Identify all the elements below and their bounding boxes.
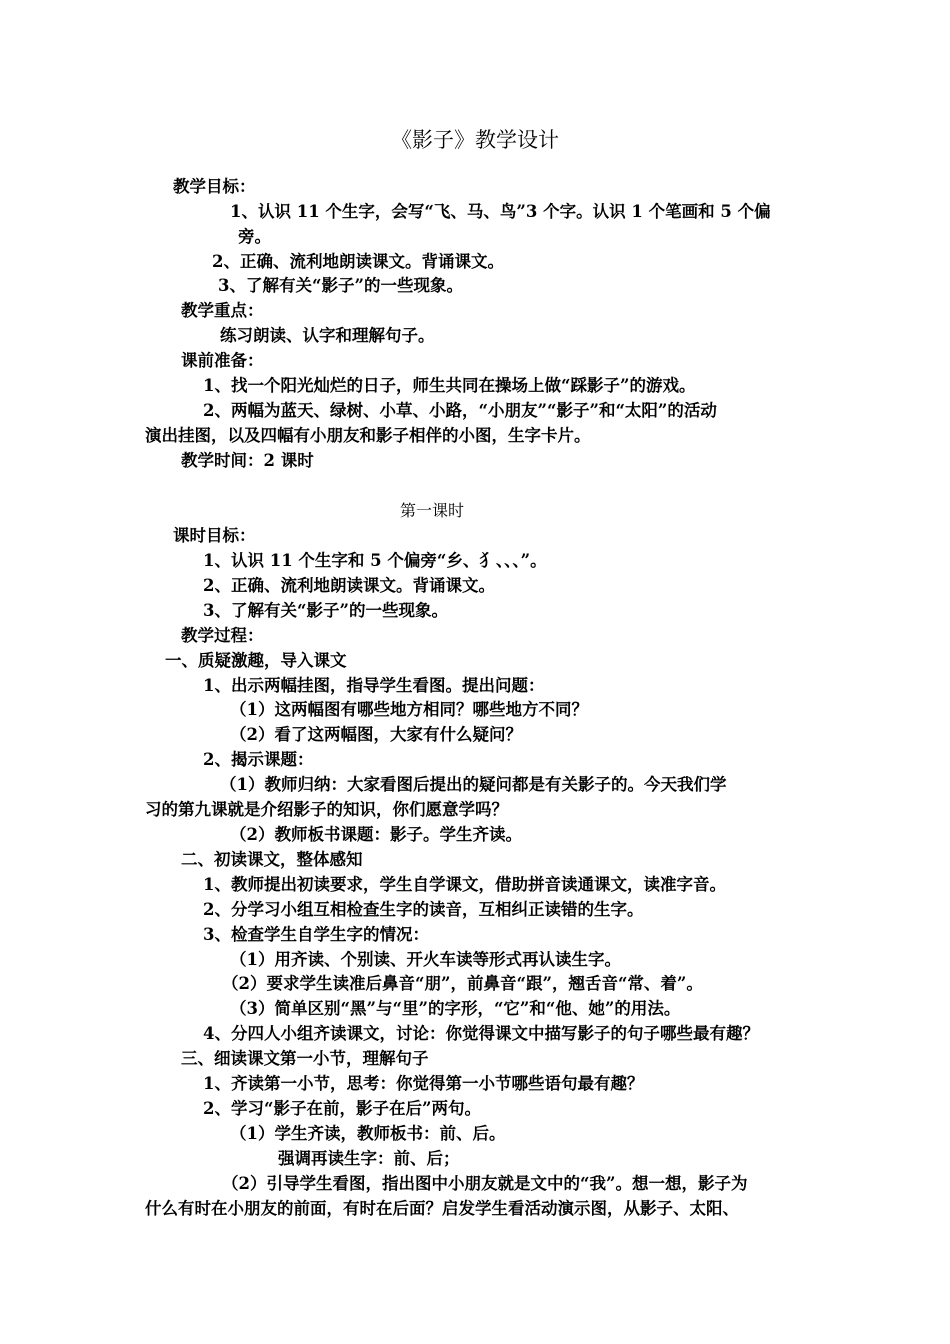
step-two-item-2: 2、分学习小组互相检查生字的读音，互相纠正读错的生字。 (203, 900, 644, 919)
step-two-item-4: 4、分四人小组齐读课文，讨论：你觉得课文中描写影子的句子哪些最有趣？ (203, 1024, 759, 1043)
document-title: 《影子》教学设计 (391, 128, 559, 152)
teaching-time: 教学时间：2 课时 (181, 451, 314, 470)
step-two-sub-2: （2）要求学生读准后鼻音“朋”，前鼻音“跟”，翘舌音“常、着”。 (222, 974, 703, 993)
lesson-goal-2: 2、正确、流利地朗读课文。背诵课文。 (203, 576, 495, 595)
goal-item-1: 1、认识 11 个生字，会写“飞、马、鸟”3 个字。认识 1 个笔画和 5 个偏 (230, 202, 771, 221)
goal-item-2: 2、正确、流利地朗读课文。背诵课文。 (212, 252, 504, 271)
key-points-text: 练习朗读、认字和理解句子。 (220, 326, 435, 345)
step-one-heading: 一、质疑激趣，导入课文 (165, 651, 347, 670)
step-two-sub-3: （3）简单区别“黑”与“里”的字形，“它”和“他、她”的用法。 (230, 999, 681, 1018)
lesson-goal-1: 1、认识 11 个生字和 5 个偏旁“乡、犭、、、”。 (203, 551, 547, 570)
heading-preparation: 课前准备： (181, 351, 264, 370)
preparation-item-1: 1、找一个阳光灿烂的日子，师生共同在操场上做“踩影子”的游戏。 (203, 376, 696, 395)
goal-item-1-cont: 旁。 (238, 227, 271, 246)
goal-item-3: 3、了解有关“影子”的一些现象。 (218, 276, 463, 295)
step-one-question-2: （2）看了这两幅图，大家有什么疑问？ (230, 725, 522, 744)
heading-teaching-goals: 教学目标： (173, 177, 256, 196)
step-one-item-1: 1、出示两幅挂图，指导学生看图。提出问题： (203, 676, 545, 695)
preparation-item-2: 2、两幅为蓝天、绿树、小草、小路，“小朋友”“影子”和“太阳”的活动 (203, 401, 717, 420)
step-two-sub-1: （1）用齐读、个别读、开火车读等形式再认读生字。 (230, 950, 621, 969)
preparation-item-2-cont: 演出挂图，以及四幅有小朋友和影子相伴的小图，生字卡片。 (145, 426, 591, 445)
step-one-item-2: 2、揭示课题： (203, 750, 314, 769)
lesson-goal-3: 3、了解有关“影子”的一些现象。 (203, 601, 448, 620)
step-one-question-1: （1）这两幅图有哪些地方相同？哪些地方不同？ (230, 700, 588, 719)
step-three-sub-2: （2）引导学生看图，指出图中小朋友就是文中的“我”。想一想，影子为 (222, 1174, 748, 1193)
step-one-summary-cont: 习的第九课就是介绍影子的知识，你们愿意学吗？ (145, 800, 508, 819)
step-two-item-3: 3、检查学生自学生字的情况： (203, 925, 429, 944)
step-two-heading: 二、初读课文，整体感知 (181, 850, 363, 869)
step-three-sub-1: （1）学生齐读，教师板书：前、后。 (230, 1124, 506, 1143)
heading-process: 教学过程： (181, 626, 264, 645)
step-one-summary: （1）教师归纳：大家看图后提出的疑问都是有关影子的。今天我们学 (220, 775, 727, 794)
heading-key-points: 教学重点： (181, 301, 264, 320)
step-three-item-2: 2、学习“影子在前，影子在后”两句。 (203, 1099, 481, 1118)
heading-lesson-goals: 课时目标： (173, 526, 256, 545)
step-three-item-1: 1、齐读第一小节，思考：你觉得第一小节哪些语句最有趣？ (203, 1074, 644, 1093)
section-first-lesson: 第一课时 (399, 501, 464, 520)
step-three-heading: 三、细读课文第一小节，理解句子 (181, 1049, 429, 1068)
step-two-item-1: 1、教师提出初读要求，学生自学课文，借助拼音读通课文，读准字音。 (203, 875, 726, 894)
step-one-board: （2）教师板书课题：影子。学生齐读。 (230, 825, 522, 844)
step-three-sub-2-cont: 什么有时在小朋友的前面，有时在后面？启发学生看活动演示图，从影子、太阳、 (145, 1199, 739, 1218)
step-three-sub-1-cont: 强调再读生字：前、后； (278, 1149, 460, 1168)
